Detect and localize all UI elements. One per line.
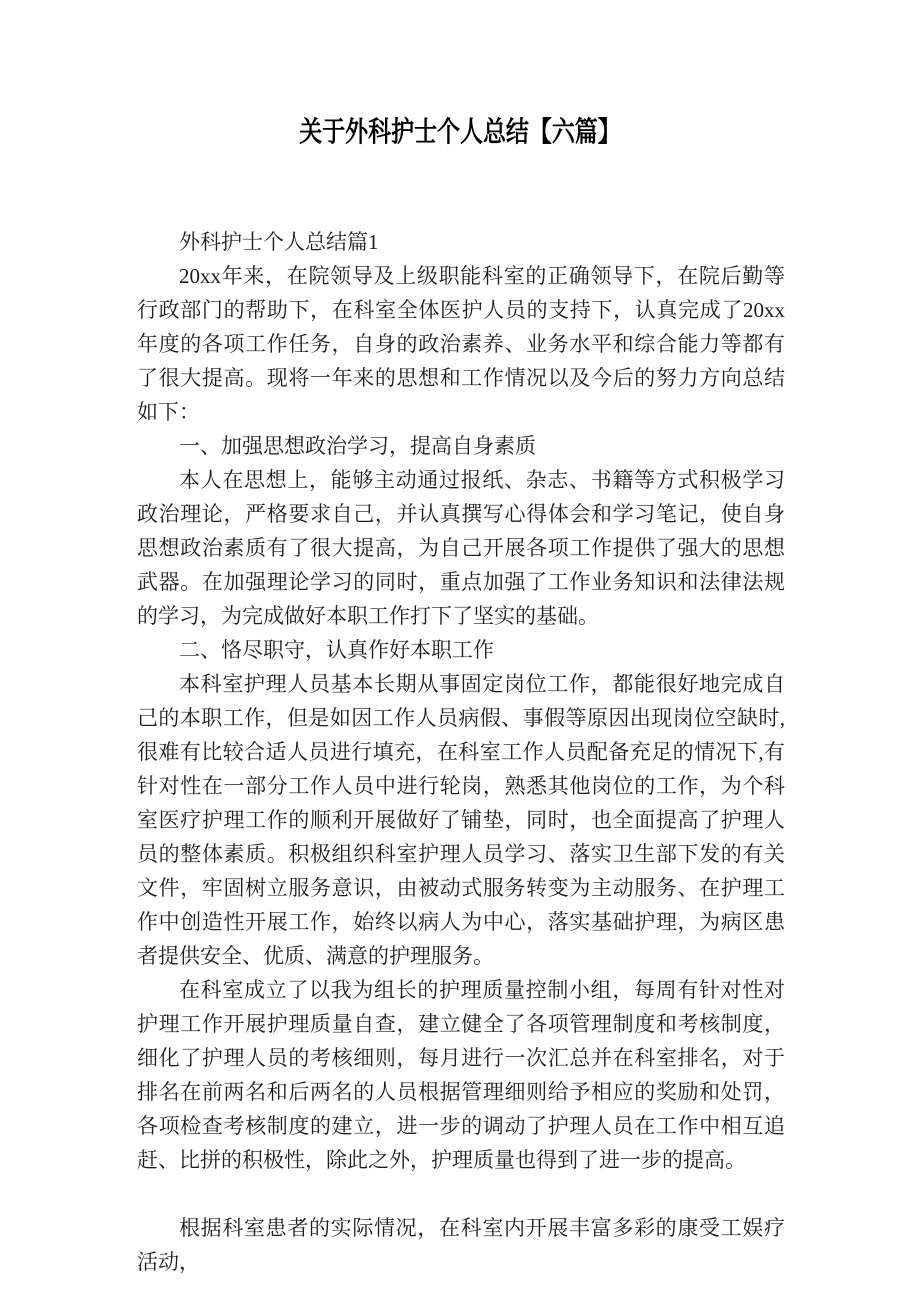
paragraph-political-study: 本人在思想上，能够主动通过报纸、杂志、书籍等方式积极学习政治理论，严格要求自己，并认真撰写心得体会和学习笔记，使自身思想政治素质有了很大提高，为自己开展各项工作提供了强大的思想武器。在加强理论学习的同时，重点加强了工作业务知识和法律法规的学习，为完成做好本职工作打下了坚实的基础。 [137, 468, 785, 628]
paragraph-intro: 20xx年来，在院领导及上级职能科室的正确领导下，在院后勤等行政部门的帮助下，在科室全体医护人员的支持下，认真完成了20xx年度的各项工作任务，自身的政治素养、业务水平和综合能力等都有了很大提高。现将一年来的思想和工作情况以及今后的努力方向总结如下： [137, 264, 785, 424]
blank-line-spacer [137, 1177, 785, 1211]
paragraph-recreation-activities: 根据科室患者的实际情况，在科室内开展丰富多彩的康受工娱疗活动， [137, 1216, 785, 1274]
document-title: 关于外科护士个人总结【六篇】 [299, 116, 621, 147]
subheading-one: 一、加强思想政治学习，提高自身素质 [179, 434, 536, 458]
paragraph-quality-control: 在科室成立了以我为组长的护理质量控制小组，每周有针对性对护理工作开展护理质量自查，建立健全了各项管理制度和考核制度，细化了护理人员的考核细则，每月进行一次汇总并在科室排名，对于排名在前两名和后两名的人员根据管理细则给予相应的奖励和处罚，各项检查考核制度的建立，进一步的调动了护理人员在工作中相互追赶、比拼的积极性，除此之外，护理质量也得到了进一步的提高。 [137, 978, 785, 1172]
document-body [137, 225, 785, 1279]
paragraph-duty-work: 本科室护理人员基本长期从事固定岗位工作，都能很好地完成自己的本职工作，但是如因工作人员病假、事假等原因出现岗位空缺时,很难有比较合适人员进行填充，在科室工作人员配备充足的情况下,有针对性在一部分工作人员中进行轮岗，熟悉其他岗位的工作，为个科室医疗护理工作的顺利开展做好了铺垫，同时，也全面提高了护理人员的整体素质。积极组织科室护理人员学习、落实卫生部下发的有关文件，牢固树立服务意识，由被动式服务转变为主动服务、在护理工作中创造性开展工作，始终以病人为中心，落实基础护理，为病区患者提供安全、优质、满意的护理服务。 [137, 672, 785, 968]
section-heading: 外科护士个人总结篇1 [179, 230, 379, 254]
subheading-two: 二、恪尽职守，认真作好本职工作 [179, 638, 494, 662]
